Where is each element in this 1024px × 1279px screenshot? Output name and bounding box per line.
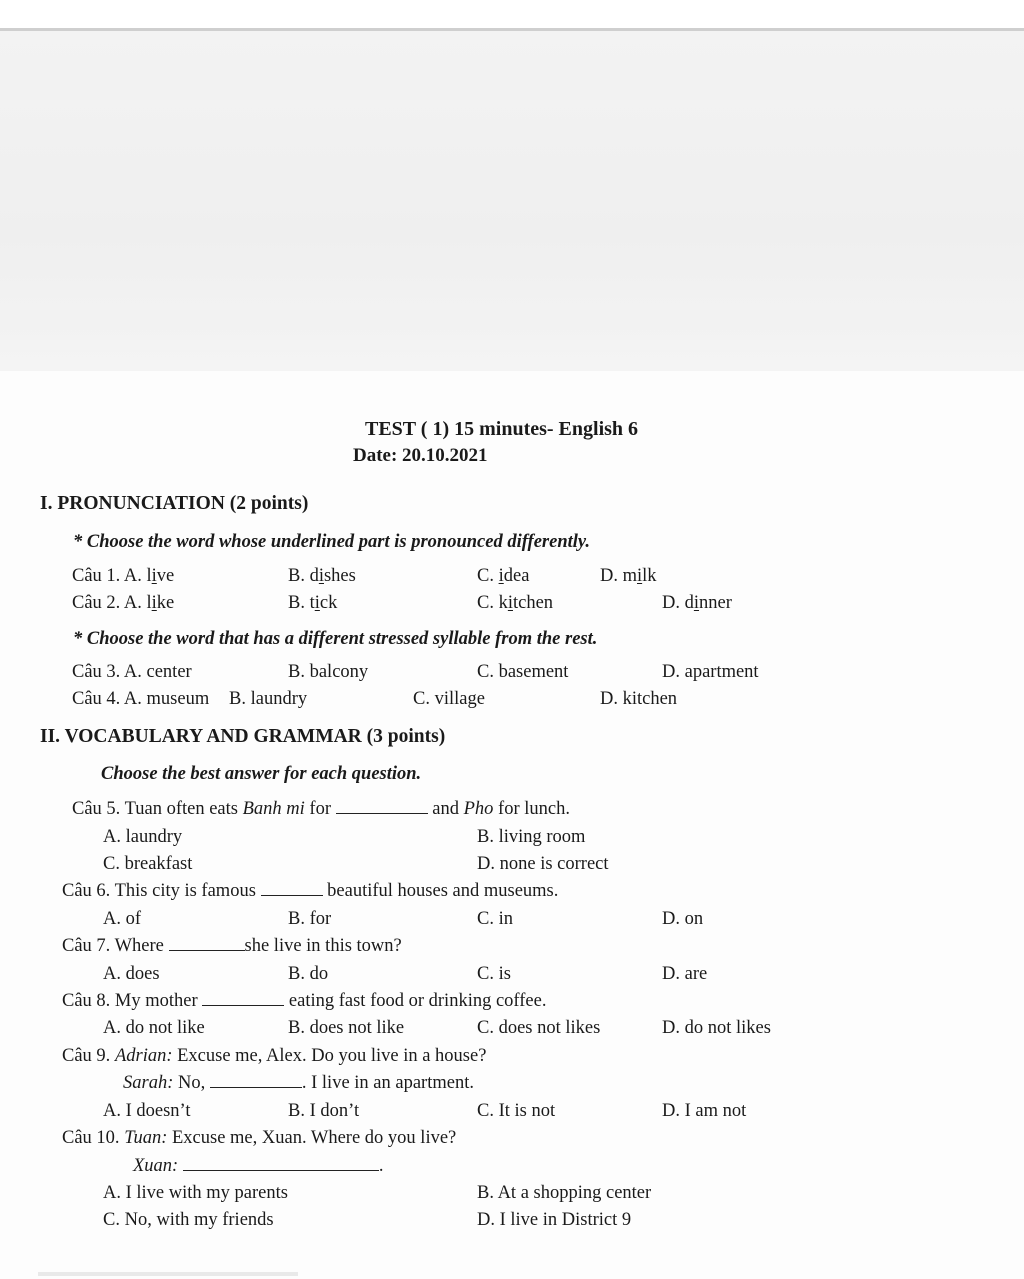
q10-stem: Câu 10. Tuan: Excuse me, Xuan. Where do you live?: [62, 1128, 457, 1148]
q5-blank: [336, 798, 428, 814]
q6-option-d: D. on: [662, 909, 704, 929]
q7-blank: [169, 935, 245, 951]
q9-stem: Câu 9. Adrian: Excuse me, Alex. Do you live in a house?: [62, 1046, 487, 1066]
q1-option-c: C. idea: [477, 566, 530, 586]
q8-option-b: B. does not like: [288, 1018, 405, 1038]
q1-option-d: D. milk: [600, 566, 657, 586]
q6-blank: [261, 880, 323, 896]
q3-option-d: D. apartment: [662, 662, 759, 682]
q1-option-b: B. dishes: [288, 566, 356, 586]
q7-stem: Câu 7. Where she live in this town?: [62, 936, 402, 956]
q7-option-d: D. are: [662, 964, 708, 984]
q2-option-b: B. tick: [288, 593, 338, 613]
q5-option-d: D. none is correct: [477, 854, 609, 874]
q9-option-c: C. It is not: [477, 1101, 556, 1121]
q2-option-d: D. dinner: [662, 593, 732, 613]
q4-option-a: Câu 4. A. museum: [72, 689, 210, 709]
q10-response: Xuan: .: [133, 1156, 384, 1176]
section-1-heading: I. PRONUNCIATION (2 points): [40, 493, 309, 514]
q8-option-a: A. do not like: [103, 1018, 205, 1038]
q9-option-b: B. I don’t: [288, 1101, 360, 1121]
test-date: Date: 20.10.2021: [353, 445, 488, 466]
q9-response: Sarah: No, . I live in an apartment.: [123, 1073, 474, 1093]
q6-option-c: C. in: [477, 909, 513, 929]
q5-option-a: A. laundry: [103, 827, 183, 847]
q5-option-c: C. breakfast: [103, 854, 193, 874]
section-1-instruction-2: * Choose the word that has a different stressed syllable from the rest.: [73, 629, 598, 649]
q3-option-b: B. balcony: [288, 662, 369, 682]
q6-stem: Câu 6. This city is famous beautiful houses and museums.: [62, 881, 559, 901]
q8-blank: [202, 990, 284, 1006]
viewer-top-bar: [0, 0, 1024, 31]
q5-option-b: B. living room: [477, 827, 586, 847]
q10-blank: [183, 1155, 379, 1171]
q9-option-a: A. I doesn’t: [103, 1101, 191, 1121]
q9-option-d: D. I am not: [662, 1101, 747, 1121]
q6-option-a: A. of: [103, 909, 142, 929]
q9-blank: [210, 1072, 302, 1088]
q10-option-d: D. I live in District 9: [477, 1210, 632, 1230]
q10-option-b: B. At a shopping center: [477, 1183, 652, 1203]
q3-option-c: C. basement: [477, 662, 569, 682]
section-2-instruction: Choose the best answer for each question.: [101, 764, 422, 784]
q1-option-a: Câu 1. A. live: [72, 566, 175, 586]
q2-option-a: Câu 2. A. like: [72, 593, 175, 613]
q8-option-c: C. does not likes: [477, 1018, 601, 1038]
q6-option-b: B. for: [288, 909, 332, 929]
blank-header-area: [0, 31, 1024, 371]
q8-stem: Câu 8. My mother eating fast food or drinking coffee.: [62, 991, 547, 1011]
q4-option-c: C. village: [413, 689, 485, 709]
test-title: TEST ( 1) 15 minutes- English 6: [365, 418, 639, 440]
q10-option-a: A. I live with my parents: [103, 1183, 288, 1203]
q7-option-a: A. does: [103, 964, 160, 984]
q5-stem: Câu 5. Tuan often eats Banh mi for and Pho for lunch.: [72, 799, 570, 819]
page-bottom-fade: [38, 1272, 298, 1276]
q10-option-c: C. No, with my friends: [103, 1210, 274, 1230]
q4-option-b: B. laundry: [229, 689, 308, 709]
section-1-instruction-1: * Choose the word whose underlined part is pronounced differently.: [73, 532, 591, 552]
section-2-heading: II. VOCABULARY AND GRAMMAR (3 points): [40, 726, 446, 747]
q2-option-c: C. kitchen: [477, 593, 554, 613]
q7-option-c: C. is: [477, 964, 511, 984]
q3-option-a: Câu 3. A. center: [72, 662, 192, 682]
q4-option-d: D. kitchen: [600, 689, 678, 709]
q8-option-d: D. do not likes: [662, 1018, 771, 1038]
q7-option-b: B. do: [288, 964, 329, 984]
